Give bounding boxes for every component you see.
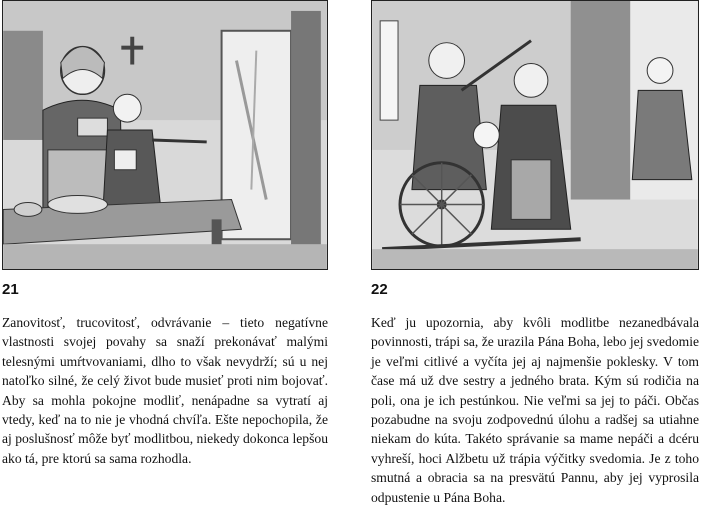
illustration-woman-and-girl [2, 0, 328, 270]
panel-number: 21 [2, 281, 19, 298]
girls-at-spinning-wheel-drawing [372, 1, 698, 269]
panel-text: Keď ju upozornia, aby kvôli modlitbe nezanedbávala povinnosti, trápi sa, že urazila Pána Boha, lebo jej svedomie je veľmi citlivé a vyčíta jej aj najmenšie poklesky. V tom čase má už dve sestry a jedného brata. Kým sú rodičia na poli, ona je ich pestúnkou. Nie veľmi sa jej to páči. Občas pozabudne na svoju zodpovednú úlohu a radšej sa utiahne niekam do kúta. Takéto správanie sa mame nepáči a dcéru vyhreší, hoci Alžbetu už trápia výčitky svedomia. Je z toho smutná a obracia sa na presvätú Pannu, aby jej vyprosila odpustenie u Pána Boha. [371, 315, 699, 505]
woman-and-girl-at-table-drawing [3, 1, 327, 269]
panel-number: 22 [371, 281, 388, 298]
panel-text: Zanovitosť, trucovitosť, odvrávanie – tieto negatívne vlastnosti svojej povahy sa snaží prekonávať malými telesnými umŕtvovaniami, dlho to však nevydrží; sú u nej natoľko silné, že celý život bude musieť proti nim bojovať. Aby sa mohla pokojne modliť, nenápadne sa vytratí aj vtedy, keď na to nie je vhodná chvíľa. Ešte nepochopila, že aj poslušnosť môže byť modlitbou, niekedy dokonca lepšou ako tá, pre ktorú sa sama rozhodla. [2, 315, 328, 466]
illustration-girls-spinning-wheel [371, 0, 699, 270]
panel-21 [2, 0, 328, 468]
panel-22 [371, 0, 699, 507]
